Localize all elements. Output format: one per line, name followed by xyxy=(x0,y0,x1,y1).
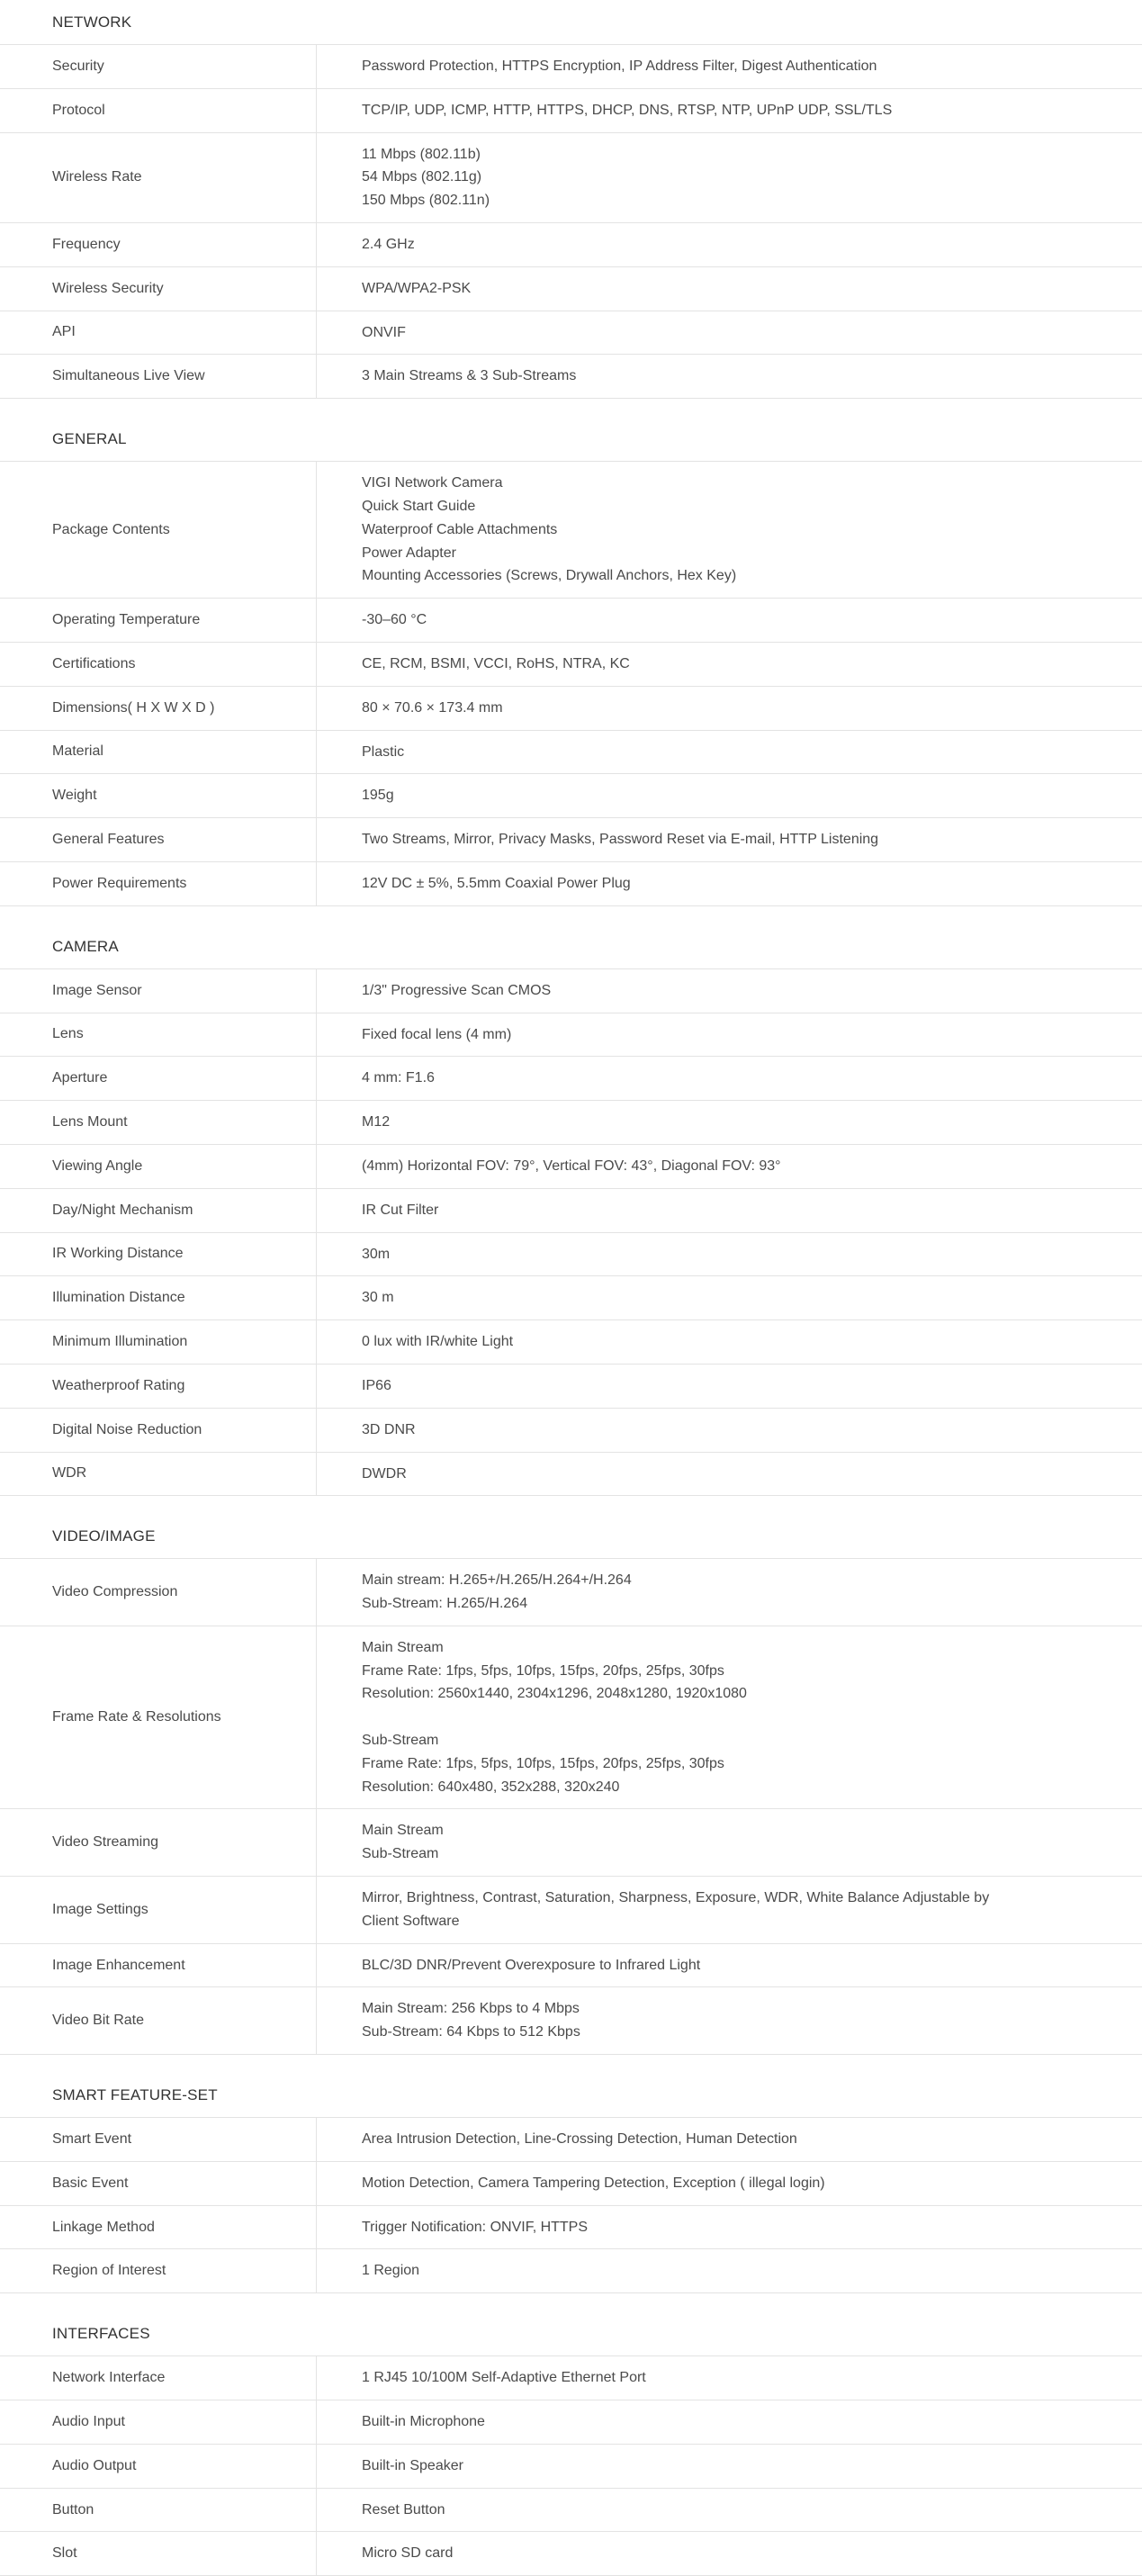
spec-label: Video Compression xyxy=(0,1559,317,1626)
section-title: INTERFACES xyxy=(0,2311,1142,2356)
spec-row xyxy=(0,1559,1142,1626)
spec-value: 1 RJ45 10/100M Self-Adaptive Ethernet Port xyxy=(362,2370,646,2386)
spec-row xyxy=(0,643,1142,687)
spec-value: 30 m xyxy=(362,1290,394,1306)
spec-value: 4 mm: F1.6 xyxy=(362,1070,435,1086)
spec-label: IR Working Distance xyxy=(0,1233,317,1276)
spec-value: ONVIF xyxy=(362,324,406,340)
spec-label: Power Requirements xyxy=(0,862,317,905)
spec-value: 1/3" Progressive Scan CMOS xyxy=(362,982,552,998)
spec-label: Day/Night Mechanism xyxy=(0,1189,317,1232)
spec-row xyxy=(0,1145,1142,1189)
spec-value: TCP/IP, UDP, ICMP, HTTP, HTTPS, DHCP, DNS, RTSP, NTP, UPnP UDP, SSL/TLS xyxy=(362,102,893,118)
spec-value: (4mm) Horizontal FOV: 79°, Vertical FOV: 43°, Diagonal FOV: 93° xyxy=(362,1157,781,1174)
spec-value: WPA/WPA2-PSK xyxy=(362,280,472,296)
spec-row xyxy=(0,2206,1142,2250)
spec-label: Lens Mount xyxy=(0,1101,317,1144)
spec-row xyxy=(0,2249,1142,2293)
spec-label: Digital Noise Reduction xyxy=(0,1409,317,1452)
spec-row xyxy=(0,1626,1142,1810)
spec-value: Main stream: H.265+/H.265/H.264+/H.264 Sub-Stream: H.265/H.264 xyxy=(362,1572,632,1612)
spec-value: M12 xyxy=(362,1114,391,1130)
spec-row xyxy=(0,2162,1142,2206)
spec-label: Protocol xyxy=(0,89,317,132)
spec-row xyxy=(0,2532,1142,2576)
spec-label: Certifications xyxy=(0,643,317,686)
spec-value: Main Stream: 256 Kbps to 4 Mbps Sub-Stream: 64 Kbps to 512 Kbps xyxy=(362,2001,580,2040)
section-title: VIDEO/IMAGE xyxy=(0,1514,1142,1559)
spec-label: Dimensions( H X W X D ) xyxy=(0,687,317,730)
spec-value: 11 Mbps (802.11b) 54 Mbps (802.11g) 150 Mbps (802.11n) xyxy=(362,146,490,209)
spec-label: Image Sensor xyxy=(0,969,317,1013)
spec-row xyxy=(0,1013,1142,1058)
section-title: NETWORK xyxy=(0,0,1142,45)
spec-row xyxy=(0,355,1142,399)
spec-row xyxy=(0,818,1142,862)
spec-value: 3D DNR xyxy=(362,1421,416,1437)
spec-row xyxy=(0,969,1142,1013)
spec-label: Audio Input xyxy=(0,2400,317,2444)
spec-value: Mirror, Brightness, Contrast, Saturation, Sharpness, Exposure, WDR, White Balance Adjustable by Client Software xyxy=(362,1890,990,1929)
spec-value: Built-in Microphone xyxy=(362,2414,485,2430)
spec-row xyxy=(0,1409,1142,1453)
spec-value: Reset Button xyxy=(362,2501,445,2517)
spec-label: Illumination Distance xyxy=(0,1276,317,1320)
section-title: GENERAL xyxy=(0,417,1142,462)
spec-label: Audio Output xyxy=(0,2445,317,2488)
spec-row xyxy=(0,1233,1142,1277)
section-title: CAMERA xyxy=(0,924,1142,969)
spec-row xyxy=(0,462,1142,599)
spec-row xyxy=(0,2489,1142,2533)
spec-value: Two Streams, Mirror, Privacy Masks, Password Reset via E-mail, HTTP Listening xyxy=(362,832,879,848)
spec-label: Slot xyxy=(0,2532,317,2575)
spec-value: Area Intrusion Detection, Line-Crossing Detection, Human Detection xyxy=(362,2131,797,2148)
spec-label: Network Interface xyxy=(0,2356,317,2400)
spec-row xyxy=(0,862,1142,906)
spec-value: Motion Detection, Camera Tampering Detection, Exception ( illegal login) xyxy=(362,2175,825,2191)
spec-value: Built-in Speaker xyxy=(362,2457,463,2473)
spec-row xyxy=(0,599,1142,643)
spec-row xyxy=(0,2400,1142,2445)
spec-label: General Features xyxy=(0,818,317,861)
spec-row xyxy=(0,2356,1142,2400)
spec-row xyxy=(0,1276,1142,1320)
spec-row xyxy=(0,89,1142,133)
spec-section-video-image xyxy=(0,1514,1142,2055)
spec-label: Material xyxy=(0,731,317,774)
spec-label: Button xyxy=(0,2489,317,2532)
spec-row xyxy=(0,687,1142,731)
spec-value: 195g xyxy=(362,788,394,804)
spec-value: IP66 xyxy=(362,1377,391,1393)
spec-label: Region of Interest xyxy=(0,2249,317,2292)
spec-label: Security xyxy=(0,45,317,88)
spec-label: Simultaneous Live View xyxy=(0,355,317,398)
spec-section-camera xyxy=(0,924,1142,1497)
spec-row xyxy=(0,311,1142,356)
spec-value: 30m xyxy=(362,1246,391,1262)
spec-row xyxy=(0,1809,1142,1877)
spec-row xyxy=(0,1877,1142,1944)
spec-row xyxy=(0,774,1142,818)
spec-value: Trigger Notification: ONVIF, HTTPS xyxy=(362,2219,589,2235)
spec-row xyxy=(0,133,1142,223)
spec-value: CE, RCM, BSMI, VCCI, RoHS, NTRA, KC xyxy=(362,655,630,671)
spec-value: Plastic xyxy=(362,743,405,760)
spec-label: Video Bit Rate xyxy=(0,1987,317,2054)
spec-row xyxy=(0,2118,1142,2162)
spec-label: Basic Event xyxy=(0,2162,317,2205)
spec-value: Main Stream Frame Rate: 1fps, 5fps, 10fps, 15fps, 20fps, 25fps, 30fps Resolution: 2560x1440, 2304x1296, 2048x1280, 1920x1080 Sub-Stream Frame Rate: 1fps, 5fps, 10fps, 15fps, 20fps, 25fps, 30fps Resolution: 640x480, 352x288, 320x240 xyxy=(362,1639,747,1795)
spec-label: Image Settings xyxy=(0,1877,317,1943)
spec-label: Weatherproof Rating xyxy=(0,1365,317,1408)
spec-label: Video Streaming xyxy=(0,1809,317,1876)
spec-section-interfaces xyxy=(0,2311,1142,2576)
spec-label: Aperture xyxy=(0,1057,317,1100)
spec-value: -30–60 °C xyxy=(362,612,427,628)
spec-value: Fixed focal lens (4 mm) xyxy=(362,1026,512,1042)
section-title: SMART FEATURE-SET xyxy=(0,2073,1142,2118)
spec-value: 3 Main Streams & 3 Sub-Streams xyxy=(362,368,577,384)
spec-value: VIGI Network Camera Quick Start Guide Waterproof Cable Attachments Power Adapter Mounting Accessories (Screws, Drywall Anchors, Hex Key) xyxy=(362,475,737,584)
spec-label: Smart Event xyxy=(0,2118,317,2161)
spec-label: Operating Temperature xyxy=(0,599,317,642)
spec-row xyxy=(0,1944,1142,1988)
spec-row xyxy=(0,1320,1142,1365)
spec-value: 12V DC ± 5%, 5.5mm Coaxial Power Plug xyxy=(362,875,631,891)
spec-row xyxy=(0,45,1142,89)
spec-row xyxy=(0,1365,1142,1409)
spec-label: Lens xyxy=(0,1013,317,1057)
spec-row xyxy=(0,731,1142,775)
spec-label: API xyxy=(0,311,317,355)
spec-row xyxy=(0,267,1142,311)
spec-label: Linkage Method xyxy=(0,2206,317,2249)
spec-label: WDR xyxy=(0,1453,317,1496)
spec-label: Weight xyxy=(0,774,317,817)
spec-row xyxy=(0,1057,1142,1101)
spec-value: IR Cut Filter xyxy=(362,1202,439,1218)
spec-section-network xyxy=(0,0,1142,399)
spec-section-general xyxy=(0,417,1142,906)
spec-row xyxy=(0,2445,1142,2489)
spec-value: 0 lux with IR/white Light xyxy=(362,1334,514,1350)
spec-label: Wireless Security xyxy=(0,267,317,311)
spec-value: 80 × 70.6 × 173.4 mm xyxy=(362,699,503,716)
spec-label: Wireless Rate xyxy=(0,133,317,222)
spec-label: Frequency xyxy=(0,223,317,266)
spec-label: Viewing Angle xyxy=(0,1145,317,1188)
spec-row xyxy=(0,1189,1142,1233)
spec-label: Package Contents xyxy=(0,462,317,598)
spec-row xyxy=(0,1101,1142,1145)
spec-value: Main Stream Sub-Stream xyxy=(362,1823,444,1862)
spec-value: BLC/3D DNR/Prevent Overexposure to Infrared Light xyxy=(362,1957,701,1973)
spec-value: DWDR xyxy=(362,1465,407,1482)
spec-label: Image Enhancement xyxy=(0,1944,317,1987)
spec-row xyxy=(0,1453,1142,1497)
spec-row xyxy=(0,223,1142,267)
spec-value: Micro SD card xyxy=(362,2545,454,2562)
spec-value: 1 Region xyxy=(362,2263,420,2279)
spec-label: Frame Rate & Resolutions xyxy=(0,1626,317,1809)
spec-row xyxy=(0,1987,1142,2055)
spec-label: Minimum Illumination xyxy=(0,1320,317,1364)
spec-section-smart-feature-set xyxy=(0,2073,1142,2293)
spec-value: Password Protection, HTTPS Encryption, IP Address Filter, Digest Authentication xyxy=(362,59,877,74)
spec-value: 2.4 GHz xyxy=(362,236,415,252)
